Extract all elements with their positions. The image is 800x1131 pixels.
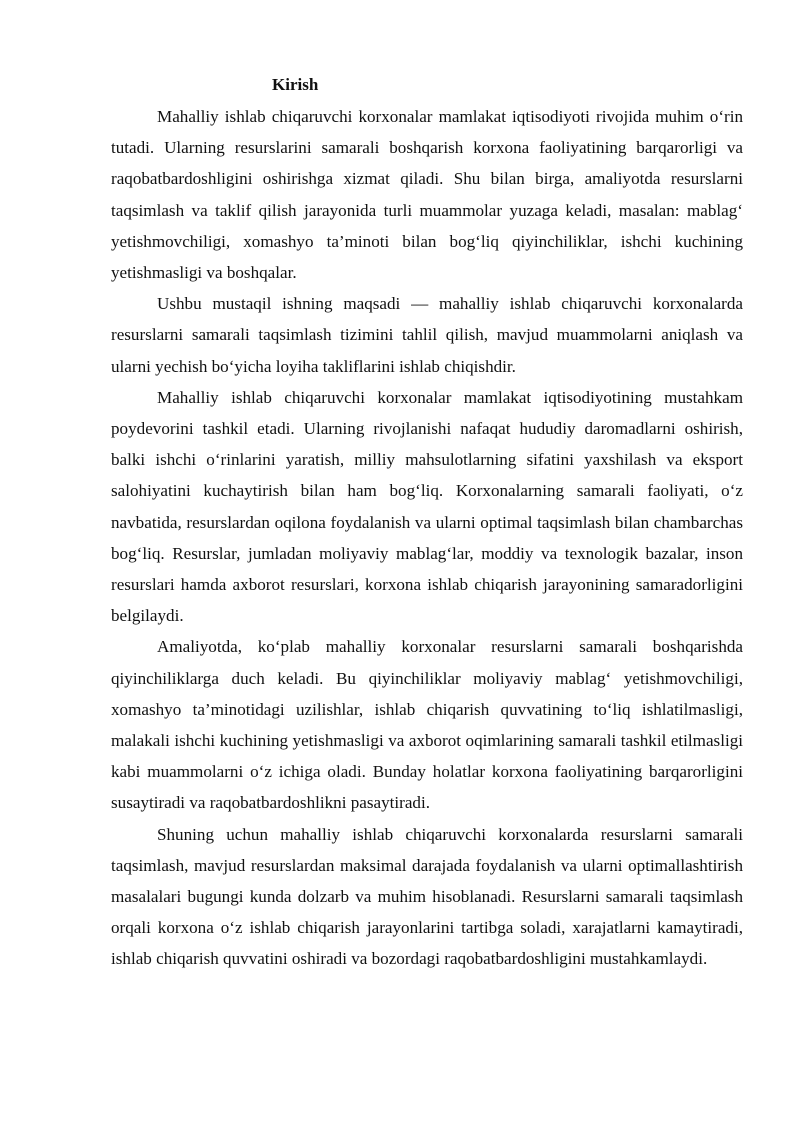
paragraph-4: Amaliyotda, ko‘plab mahalliy korxonalar resurslarni samarali boshqarishda qiyinchiliklarga duch keladi. Bu qiyinchiliklar moliyaviy mablag‘ yetishmovchiligi, xomashyo ta’minotidagi uzilishlar, ishlab chiqarish quvvatining to‘liq ishlatilmasligi, malakali ishchi kuchining yetishmasligi va axborot oqimlarining samarali tashkil etilmasligi kabi muammolarni o‘z ichiga oladi. Bunday holatlar korxona faoliyatining barqarorligini susaytiradi va raqobatbardoshlikni pasaytiradi. [111, 637, 743, 813]
paragraph-5: Shuning uchun mahalliy ishlab chiqaruvchi korxonalarda resurslarni samarali taqsimlash, mavjud resurslardan maksimal darajada foydalanish va ularni optimallashtirish masalalari bugungi kunda dolzarb va muhim hisoblanadi. Resurslarni samarali taqsimlash orqali korxona o‘z ishlab chiqarish jarayonlarini tartibga soladi, xarajatlarni kamaytiradi, ishlab chiqarish quvvatini oshiradi va bozordagi raqobatbardoshligini mustahkamlaydi. [111, 824, 743, 969]
paragraph-1: Mahalliy ishlab chiqaruvchi korxonalar mamlakat iqtisodiyoti rivojida muhim o‘rin tutadi. Ularning resurslarini samarali boshqarish korxona faoliyatining barqarorligi va raqobatbardoshligini oshirishga xizmat qiladi. Shu bilan birga, amaliyotda resurslarni taqsimlash va taklif qilish jarayonida turli muammolar yuzaga keladi, masalan: mablag‘ yetishmovchiligi, xomashyo ta’minoti bilan bog‘liq qiyinchiliklar, ishchi kuchining yetishmasligi va boshqalar. [111, 107, 743, 283]
section-title: Kirish [272, 75, 319, 94]
document-body [111, 101, 743, 975]
paragraph-2: Ushbu mustaqil ishning maqsadi — mahalliy ishlab chiqaruvchi korxonalarda resurslarni samarali taqsimlash tizimini tahlil qilish, mavjud muammolarni aniqlash va ularni yechish bo‘yicha loyiha takliflarini ishlab chiqishdir. [111, 294, 743, 376]
paragraph-3: Mahalliy ishlab chiqaruvchi korxonalar mamlakat iqtisodiyotining mustahkam poydevorini tashkil etadi. Ularning rivojlanishi nafaqat hududiy daromadlarni oshirish, balki ishchi o‘rinlarini yaratish, milliy mahsulotlarning sifatini yaxshilash va eksport salohiyatini kuchaytirish bilan ham bog‘liq. Korxonalarning samarali faoliyati, o‘z navbatida, resurslardan oqilona foydalanish va ularni optimal taqsimlash bilan chambarchas bog‘liq. Resurslar, jumladan moliyaviy mablag‘lar, moddiy va texnologik bazalar, inson resurslari hamda axborot resurslari, korxona ishlab chiqarish jarayonining samaradorligini belgilaydi. [111, 387, 743, 626]
